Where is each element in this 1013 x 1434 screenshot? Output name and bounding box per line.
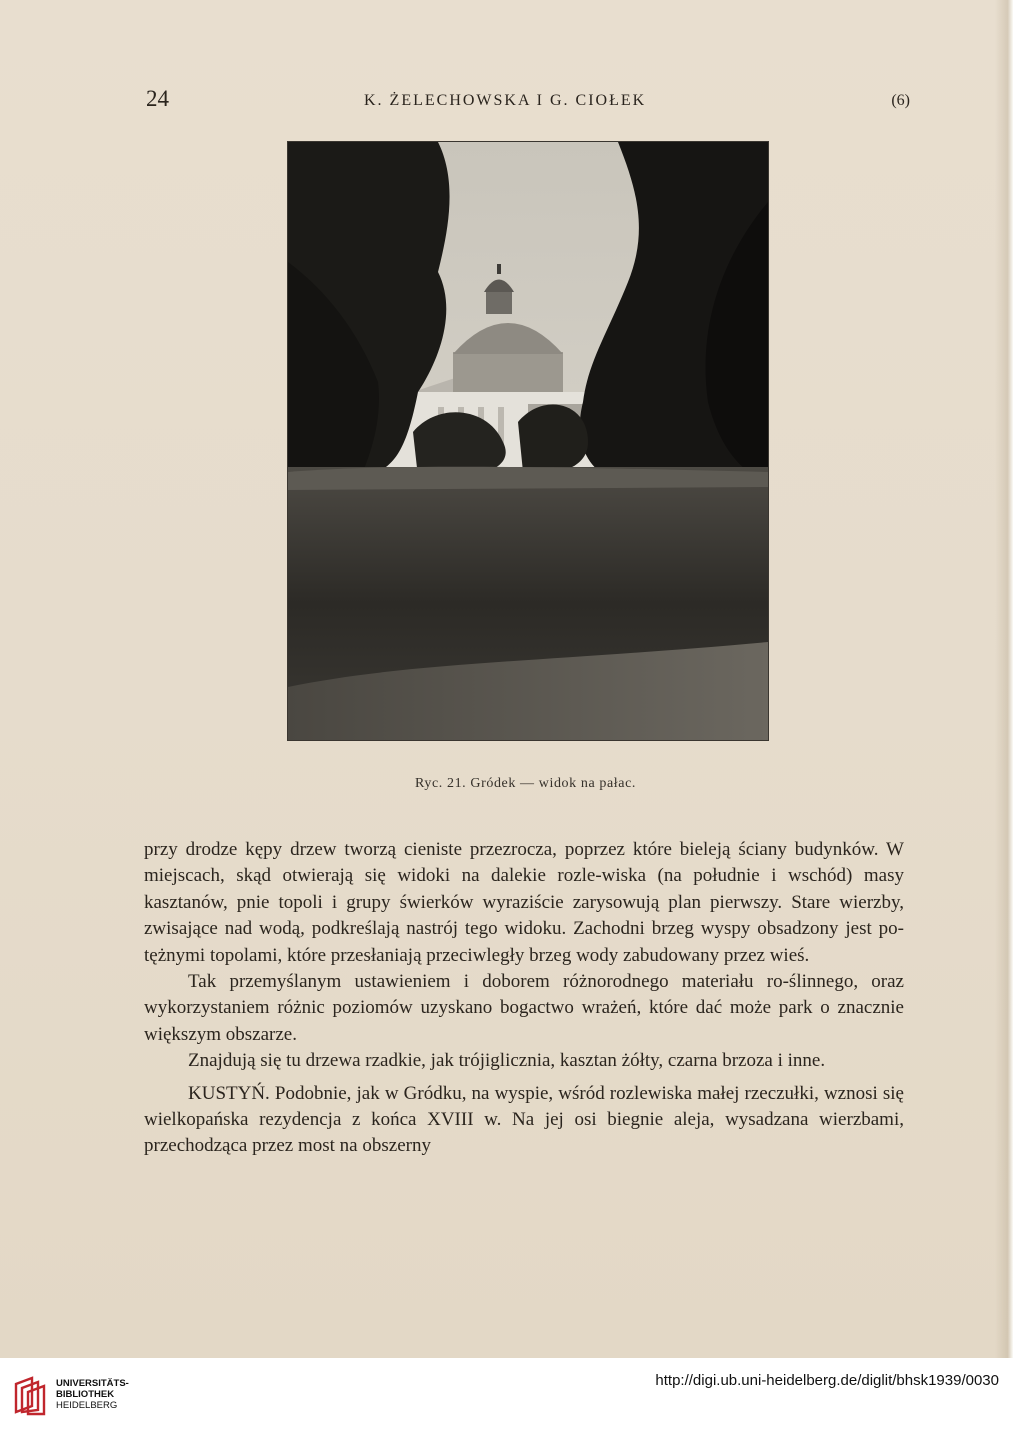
- palace-photo-illustration: [288, 142, 768, 740]
- paragraph-1: przy drodze kępy drzew tworzą cieniste przezrocza, poprzez które bieleją ściany budynków. W miejscach, skąd otwierają się widoki na dalekie rozle-wiska (na południe i wschód) masy kasztanów, pnie topoli i grupy świerków wyraziście zarysowują plan pierwszy. Stare wierzby, zwisające nad wodą, podkreślają nastrój tego widoku. Zachodni brzeg wyspy obsadzony jest po-tężnymi topolami, które przesłaniają przeciwległy brzeg wody zabudowany przez wieś.: [144, 839, 904, 966]
- running-title: K. ŻELECHOWSKA I G. CIOŁEK: [364, 92, 647, 109]
- paragraph-3: Znajdują się tu drzewa rzadkie, jak trójiglicznia, kasztan żółty, czarna brzoza i inne.: [188, 1050, 826, 1072]
- source-url-link[interactable]: http://digi.ub.uni-heidelberg.de/diglit/bhsk1939/0030: [655, 1372, 999, 1389]
- figure-caption: Ryc. 21. Gródek — widok na pałac.: [414, 776, 637, 791]
- paragraph-2: Tak przemyślanym ustawieniem i doborem różnorodnego materiału ro-ślinnego, oraz wykorzystaniem różnic poziomów uzyskano bogactwo wrażeń, które dać może park o znacznie większym obszarze.: [144, 971, 904, 1045]
- library-logo-text: [56, 1378, 129, 1411]
- running-head: [146, 86, 910, 116]
- body-text: [144, 837, 904, 1160]
- page-edge-shadow: [995, 0, 1013, 1358]
- logo-line-1: UNIVERSITÄTS-: [56, 1378, 129, 1389]
- palace-photograph: [287, 141, 769, 741]
- footer-bar: [0, 1358, 1013, 1434]
- logo-line-2: BIBLIOTHEK: [56, 1389, 115, 1400]
- paragraph-4: KUSTYŃ. Podobnie, jak w Gródku, na wyspie, wśród rozlewiska małej rzeczułki, wznosi się wielkopańska rezydencja z końca XVIII w. Na jej osi biegnie aleja, wysadzana wierzbami, przechodząca przez most na obszerny: [144, 1082, 904, 1157]
- library-logo-icon: [12, 1374, 46, 1416]
- section-number: (6): [891, 92, 910, 109]
- page-number: 24: [146, 86, 169, 111]
- logo-line-3: HEIDELBERG: [56, 1400, 118, 1411]
